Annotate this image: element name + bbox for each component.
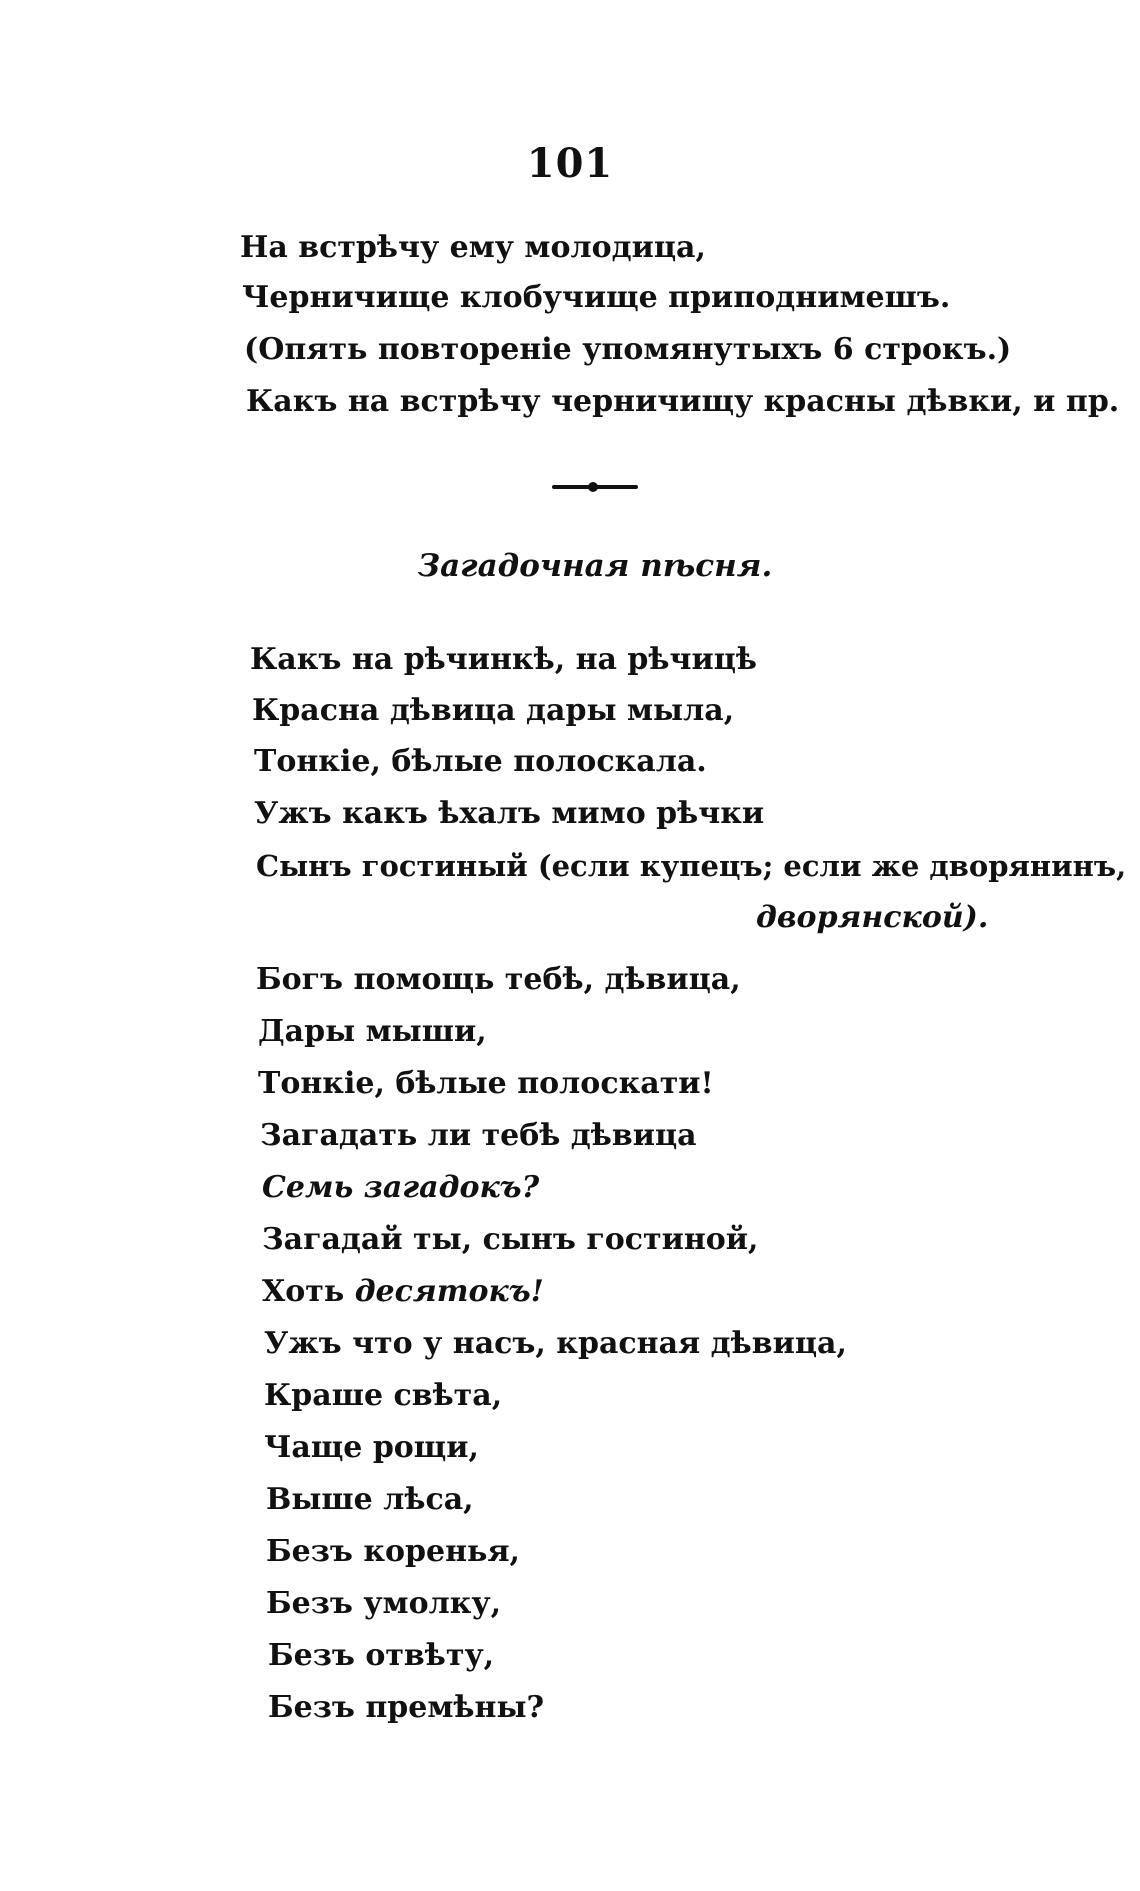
verse-line: Черничище клобучище приподнимешъ. — [242, 280, 951, 315]
verse-line: Сынъ гостиный (если купецъ; если же дворянинъ, — [256, 849, 1127, 883]
verse-line: Тонкіе, бѣлые полоскала. — [254, 744, 707, 779]
song-title: Загадочная пѣсня. — [417, 548, 773, 584]
verse-line: Загадай ты, сынъ гостиной, — [262, 1222, 759, 1257]
verse-line: Чаще рощи, — [264, 1430, 479, 1465]
verse-text: Хоть — [262, 1274, 355, 1309]
verse-line: Ужъ что у насъ, красная дѣвица, — [264, 1326, 847, 1361]
verse-line: Краше свѣта, — [264, 1378, 503, 1413]
verse-line: Ужъ какъ ѣхалъ мимо рѣчки — [254, 796, 765, 831]
verse-line: Выше лѣса, — [266, 1482, 474, 1517]
verse-line: Загадать ли тебѣ дѣвица — [260, 1118, 697, 1153]
verse-emphasis: десятокъ! — [354, 1274, 544, 1309]
verse-line: Дары мыши, — [258, 1014, 487, 1049]
verse-line: Безъ премѣны? — [268, 1690, 545, 1725]
verse-line: Красна дѣвица дары мыла, — [252, 693, 735, 728]
verse-line: Какъ на рѣчинкѣ, на рѣчицѣ — [250, 642, 757, 677]
verse-line: Богъ помощь тебѣ, дѣвица, — [256, 962, 741, 997]
page-number: 101 — [526, 140, 614, 187]
verse-line: Семь загадокъ? — [262, 1170, 540, 1205]
verse-line: Безъ коренья, — [266, 1534, 520, 1569]
verse-line: Безъ отвѣту, — [268, 1638, 495, 1673]
verse-line: На встрѣчу ему молодица, — [240, 230, 706, 265]
verse-line — [262, 1274, 544, 1310]
verse-line-continuation: дворянской). — [756, 900, 989, 935]
verse-line: (Опять повтореніе упомянутыхъ 6 строкъ.) — [244, 332, 1012, 367]
section-divider — [552, 485, 638, 489]
verse-line: Безъ умолку, — [266, 1586, 502, 1621]
verse-line: Тонкіе, бѣлые полоскати! — [258, 1066, 714, 1101]
verse-line: Какъ на встрѣчу черничищу красны дѣвки, и пр. — [246, 384, 1120, 419]
